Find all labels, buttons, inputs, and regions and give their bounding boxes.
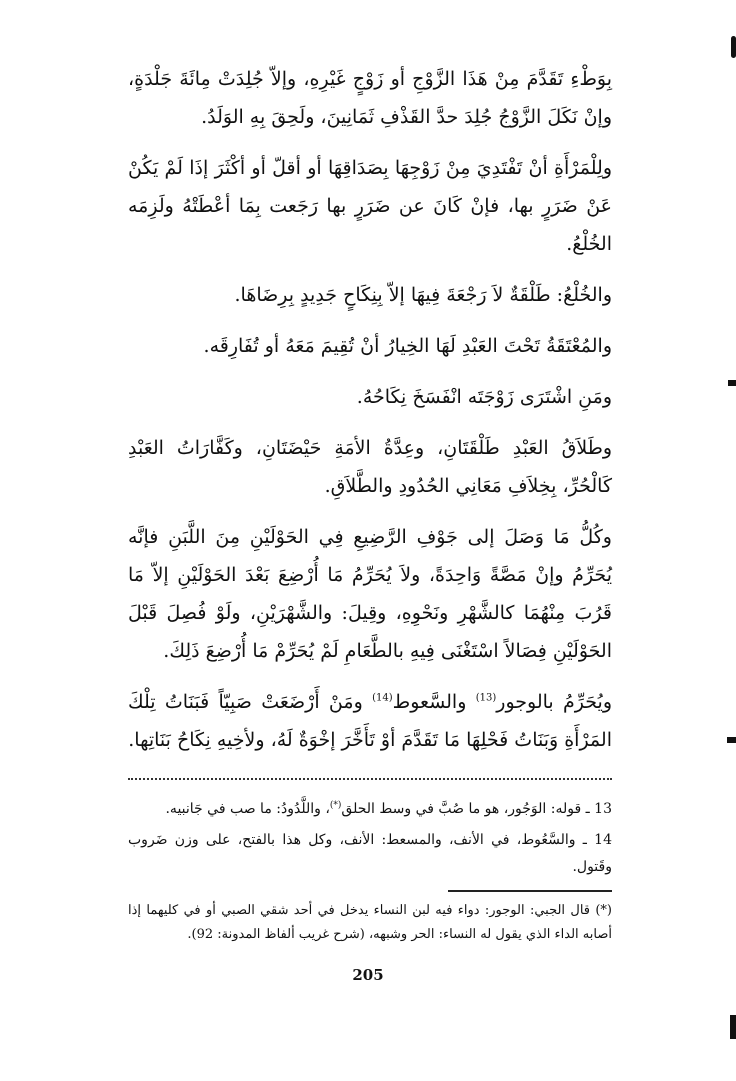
paragraph-8-part-2: والسَّعوط [392, 691, 476, 713]
main-text [128, 60, 612, 772]
scan-edge-mark-middle [728, 380, 736, 386]
editor-note [128, 899, 612, 947]
paragraph-8 [128, 683, 612, 759]
scan-edge-mark-lower [727, 737, 736, 743]
paragraph-8-part-3: ومَنْ أَرْضَعَتْ صَبِيّاً فَبَنَاتُ تِلْكَ المَرْأَةِ وَبَنَاتُ فَحْلِهَا مَا تَقَدَّمَ أوْ تَأَخَّرَ إخْوَةٌ لَهُ، ولأخِيهِ نِكَاحُ بَنَاتِها. [128, 691, 612, 751]
footnote-13-part-2: ، واللَّدُودُ: ما صب في جَانبيه. [165, 801, 330, 817]
footnote-ref-14: (14) [372, 692, 393, 704]
scan-edge-mark-bottom [730, 1015, 736, 1039]
footnotes [128, 796, 612, 885]
footnote-13 [128, 796, 612, 823]
footnote-ref-13: (13) [475, 692, 497, 704]
scan-edge-mark-top [731, 36, 736, 58]
editor-note-separator [448, 890, 612, 892]
paragraph-6: وطَلاَقُ العَبْدِ طَلْقَتَانِ، وعِدَّةُ الأمَةِ حَيْضَتَانِ، وكَفَّارَاتُ العَبْدِ كَالْحُرِّ، بِخِلاَفِ مَعَانِي الحُدُودِ والطَّلاَقِ. [128, 437, 612, 497]
paragraph-8-part-1: ويُحَرِّمُ بالوجور [496, 691, 612, 713]
footnote-separator-dotted [128, 778, 612, 780]
page-number: 205 [352, 966, 384, 984]
footnote-14: 14 ـ والسَّعُوط، في الأنف، والمسعط: الأنف، وكل هذا بالفتح، على وزن ضَروب وقَتول. [128, 832, 612, 875]
paragraph-2: ولِلْمَرْأَةِ أنْ تَفْتَدِيَ مِنْ زَوْجِهَا بِصَدَاقِهَا أو أقلّ أو أكْثَرَ إذَا لَمْ يَكُنْ عَنْ ضَرَرٍ بها، فإنْ كَانَ عن ضَرَرٍ بها رَجَعت بِمَا أعْطَتْهُ ولَزِمَه الخُلْعُ. [128, 157, 612, 255]
paragraph-3: والخُلْعُ: طَلْقَةٌ لاَ رَجْعَةَ فِيهَا إلاّ بِنِكَاحٍ جَدِيدٍ بِرِضَاهَا. [234, 284, 612, 306]
paragraph-4: والمُعْتَقَةُ تَحْتَ العَبْدِ لَهَا الخِيارُ أنْ تُقِيمَ مَعَهُ أو تُفَارِقَه. [203, 335, 612, 357]
editor-note-text: (*) قال الجبي: الوجور: دواء فيه لبن النساء يدخل في أحد شقي الصبي أو في كليهما إذا أصابه الداء الذي يقول له النساء: الحر وشبهه، (شرح غريب ألفاظ المدونة: 92). [128, 903, 612, 942]
editor-note-ref: (*) [329, 800, 342, 811]
paragraph-5: ومَنِ اشْتَرَى زَوْجَتَه انْفَسَخَ نِكَاحُهُ. [356, 386, 612, 408]
paragraph-7: وكُلُّ مَا وَصَلَ إلى جَوْفِ الرَّضِيعِ فِي الحَوْلَيْنِ مِنَ اللَّبَنِ فإنَّه يُحَرِّمُ وإنْ مَصَّةً وَاحِدَةً، ولاَ يُحَرِّمُ مَا أُرْضِعَ بَعْدَ الحَوْلَيْنِ إلاّ مَا قَرُبَ مِنْهُمَا كالشَّهْرِ ونَحْوِهِ، وقِيلَ: والشَّهْرَيْنِ، ولَوْ فُصِلَ قَبْلَ الحَوْلَيْنِ فِصَالاً اسْتَغْنَى فِيهِ بالطَّعَامِ لَمْ يُحَرِّمْ مَا أُرْضِعَ ذَلِكَ. [128, 526, 612, 662]
paragraph-1: بِوَطْءِ تَقَدَّمَ مِنْ هَذَا الزَّوْجِ أو زَوْجٍ غَيْرِهِ، وإلاّ جُلِدَتْ مِائَةَ جَلْدَةٍ، وإنْ نَكَلَ الزَّوْجُ جُلِدَ حدَّ القَذْفِ ثَمَانِينَ، ولَحِقَ بِهِ الوَلَدُ. [128, 68, 612, 128]
footnote-13-part-1: 13 ـ قوله: الوَجُور، هو ما صُبَّ في وسط الحلق [341, 801, 612, 817]
